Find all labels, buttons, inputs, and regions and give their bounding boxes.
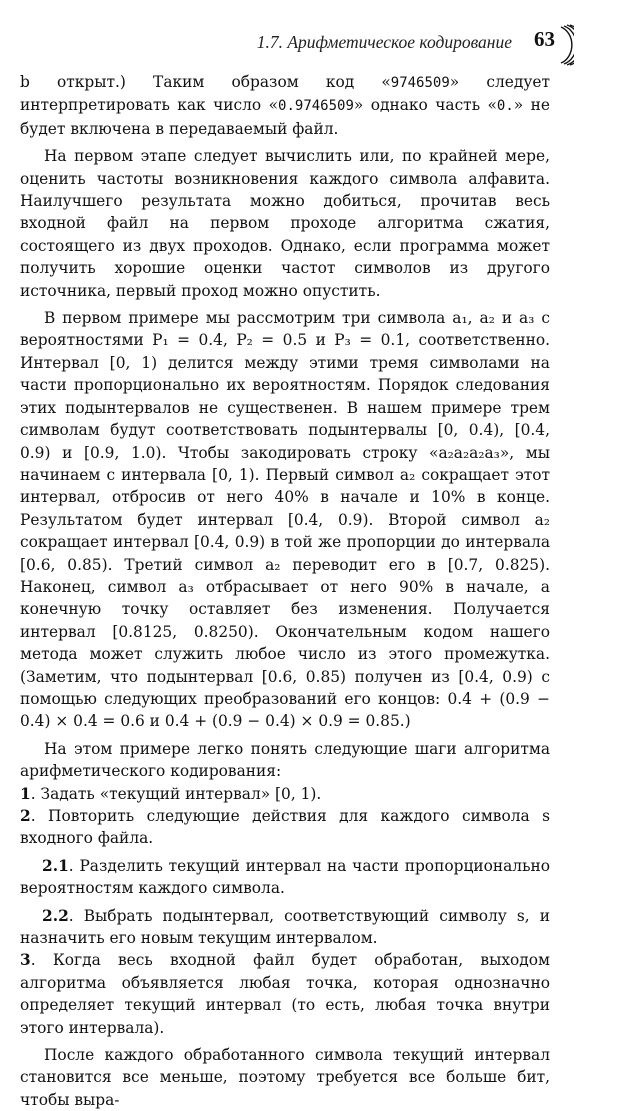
step-label: 2.2 bbox=[42, 906, 69, 925]
code-0-dot: 0. bbox=[496, 98, 514, 115]
page-number-arcs-icon bbox=[540, 24, 574, 66]
algorithm-step-2 bbox=[20, 805, 550, 850]
paragraph-steps-intro: На этом примере легко понять следующие шаги алгоритма арифметического кодирования: bbox=[20, 739, 550, 781]
algorithm-step-1 bbox=[20, 783, 550, 805]
step-text: . Задать «текущий интервал» [0, 1). bbox=[30, 784, 322, 803]
page-number: 63 bbox=[534, 27, 555, 51]
step-label: 2.1 bbox=[42, 856, 69, 875]
text-run: » однако часть « bbox=[353, 96, 497, 115]
paragraph-frequencies: На первом этапе следует вычислить или, по крайней мере, оценить частоты возникновения каждого символа алфавита. Наилучшего результата можно добиться, прочитав весь входной файл на первом проходе алгоритма сжатия, состоящего из двух проходов. Однако, если программа может получить хорошие оценки частот символов из другого источника, первый проход можно опустить. bbox=[20, 147, 550, 300]
step-text: . Повторить следующие действия для каждого символа s входного файла. bbox=[20, 807, 550, 848]
step-label: 1 bbox=[20, 784, 31, 803]
text-run: b открыт.) Таким образом код « bbox=[20, 73, 391, 91]
page-header bbox=[0, 24, 630, 58]
text-run: » следует интерпретировать как число « bbox=[20, 73, 551, 115]
paragraph-example: В первом примере мы рассмотрим три символа a₁, a₂ и a₃ с вероятностями P₁ = 0.4, P₂ = 0.5 и P₃ = 0.1, соответственно. Интервал [0, 1) делится между этими тремя символами на части пропорционально их вероятностям. Порядок следования этих подынтервалов не существенен. В нашем примере трем символам будут соответствовать подынтервалы [0, 0.4), [0.4, 0.9) и [0.9, 1.0). Чтобы закодировать строку «a₂a₂a₂a₃», мы начинаем с интервала [0, 1). Первый символ a₂ сокращает этот интервал, отбросив от него 40% в начале и 10% в конце. Результатом будет интервал [0.4, 0.9). Второй символ a₂ сокращает интервал [0.4, 0.9) в той же пропорции до интервала [0.6, 0.85). Третий символ a₂ переводит его в [0.7, 0.825). Наконец, символ a₃ отбрасывает от него 90% в начале, а конечную точку оставляет без изменения. Получается интервал [0.8125, 0.8250). Окончательным кодом нашего метода может служить любое число из этого промежутка. (Заметим, что подынтервал [0.6, 0.85) получен из [0.4, 0.9) с помощью следующих преобразований его концов: 0.4 + (0.9 − 0.4) × 0.4 = 0.6 и 0.4 + (0.9 − 0.4) × 0.9 = 0.85.) bbox=[20, 309, 550, 731]
running-title: 1.7. Арифметическое кодирование bbox=[256, 32, 512, 52]
paragraph-continuation bbox=[20, 71, 550, 140]
paragraph-closing: После каждого обработанного символа текущий интервал становится все меньше, поэтому требуется все больше бит, чтобы выра- bbox=[20, 1046, 550, 1109]
algorithm-step-2-1 bbox=[20, 855, 550, 900]
step-text: . Когда весь входной файл будет обработан, выходом алгоритма объявляется любая точка, которая однозначно определяет текущий интервал (то есть, любая точка внутри этого интервала). bbox=[20, 951, 550, 1037]
algorithm-step-2-2 bbox=[20, 905, 550, 950]
step-label: 3 bbox=[20, 951, 31, 970]
step-text: . Разделить текущий интервал на части пропорционально вероятностям каждого символа. bbox=[20, 856, 550, 898]
code-9746509: 9746509 bbox=[390, 75, 450, 91]
text-run: » не будет включена в передаваемый файл. bbox=[20, 96, 550, 138]
code-0-9746509: 0.9746509 bbox=[278, 98, 354, 115]
algorithm-step-3 bbox=[20, 949, 550, 1039]
page-body bbox=[20, 71, 550, 1111]
step-text: . Выбрать подынтервал, соответствующий символу s, и назначить его новым текущим интервалом. bbox=[20, 906, 550, 948]
step-label: 2 bbox=[20, 807, 31, 825]
